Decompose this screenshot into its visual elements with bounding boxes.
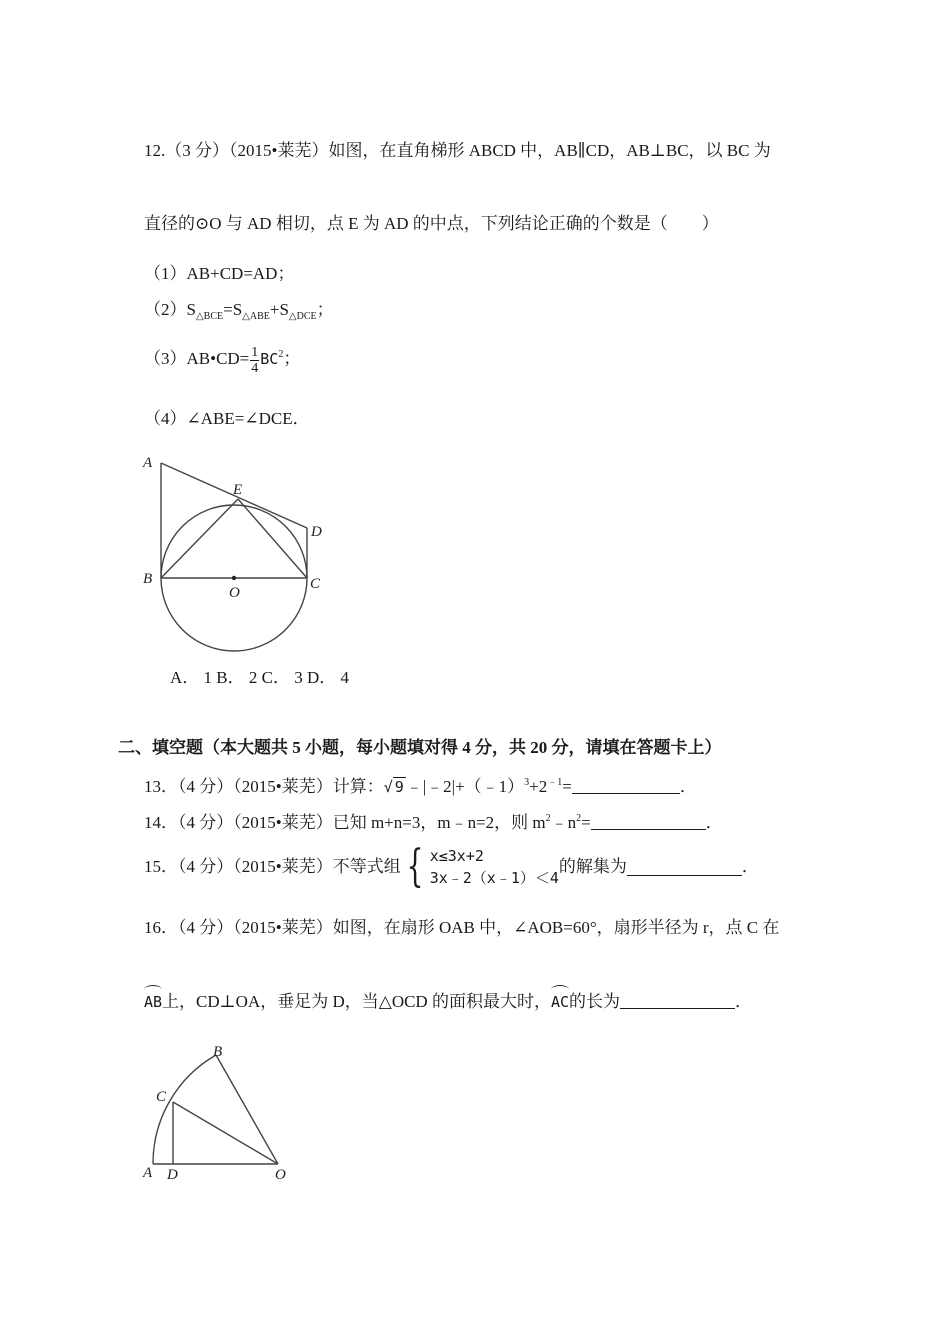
label-c: C xyxy=(310,576,321,592)
answer-blank[interactable] xyxy=(620,992,735,1009)
arc-ac: AC xyxy=(550,993,570,1011)
label-o: O xyxy=(229,585,240,601)
label-d: D xyxy=(167,1167,178,1183)
label-e: E xyxy=(233,482,243,498)
label-o: O xyxy=(275,1167,286,1183)
answer-blank[interactable] xyxy=(627,859,742,876)
q12-options: A． 1 B． 2 C． 3 D． 4 xyxy=(170,668,349,687)
segment-ob xyxy=(216,1055,278,1164)
label-a: A xyxy=(143,1165,153,1181)
q16-line1: 16．（4 分）（2015•莱芜）如图，在扇形 OAB 中，∠AOB=60°，扇形半径为 r，点 C 在 xyxy=(144,918,780,937)
q12-statement-3: （3）AB•CD= $\frac{1}{4}$ $BC^2$； xyxy=(144,344,301,376)
q12-statement-2: $(2)S_{\triangle BCE}=S_{\triangle ABE}+S_{\triangle DCE}$； xyxy=(144,300,334,322)
label-d: D xyxy=(311,524,322,540)
fraction-one-quarter: $\frac{1}{4}$ xyxy=(251,344,259,376)
segment-oc xyxy=(173,1102,278,1164)
answer-blank[interactable] xyxy=(572,777,680,794)
left-brace-icon: { xyxy=(406,841,424,892)
label-b: B xyxy=(213,1044,223,1060)
q12-trapezoid-circle-figure xyxy=(135,448,335,658)
q12-statement-4: （4）∠ABE=∠DCE． xyxy=(144,409,310,428)
q13: 13．（4 分）（2015•莱芜）计算：√ 9 $﹣|﹣2|+(﹣1)^3+2^{﹣1}=$ ． xyxy=(144,777,697,796)
q12-line2: 直径的⊙O 与 AD 相切，点 E 为 AD 的中点，下列结论正确的个数是（ ） xyxy=(144,214,719,233)
q14: 14．（4 分）（2015•莱芜）已知 m+n=3，m﹣n=2，则 $m^2﹣n^2=$ ． xyxy=(144,813,723,832)
center-point-o xyxy=(232,576,236,580)
q12-line1: 12.（3 分）（2015•莱芜）如图，在直角梯形 ABCD 中，AB∥CD，AB⊥BC，以 BC 为 xyxy=(144,141,771,160)
segment-ec xyxy=(238,499,307,578)
label-b: B xyxy=(143,571,153,587)
inequality-system: { x≤3x+2 3x﹣2（x﹣1）＜4 xyxy=(406,841,559,892)
label-a: A xyxy=(143,455,153,471)
answer-blank[interactable] xyxy=(591,813,706,830)
q16-line2: AB上，CD⊥OA，垂足为 D，当△OCD 的面积最大时，AC的长为 ． xyxy=(144,992,753,1011)
square-root: √ 9 xyxy=(383,778,404,796)
arc-ab: AB xyxy=(144,993,163,1011)
section-2-heading: 二、填空题（本大题共 5 小题，每小题填对得 4 分，共 20 分，请填在答题卡上） xyxy=(118,738,722,757)
label-c: C xyxy=(156,1089,167,1105)
q12-statement-1: （1）AB+CD=AD； xyxy=(144,264,295,283)
q15: 15．（4 分）（2015•莱芜）不等式组 { x≤3x+2 3x﹣2（x﹣1）＜4 的解集为 ． xyxy=(144,841,759,892)
q16-sector-figure xyxy=(135,1040,305,1190)
